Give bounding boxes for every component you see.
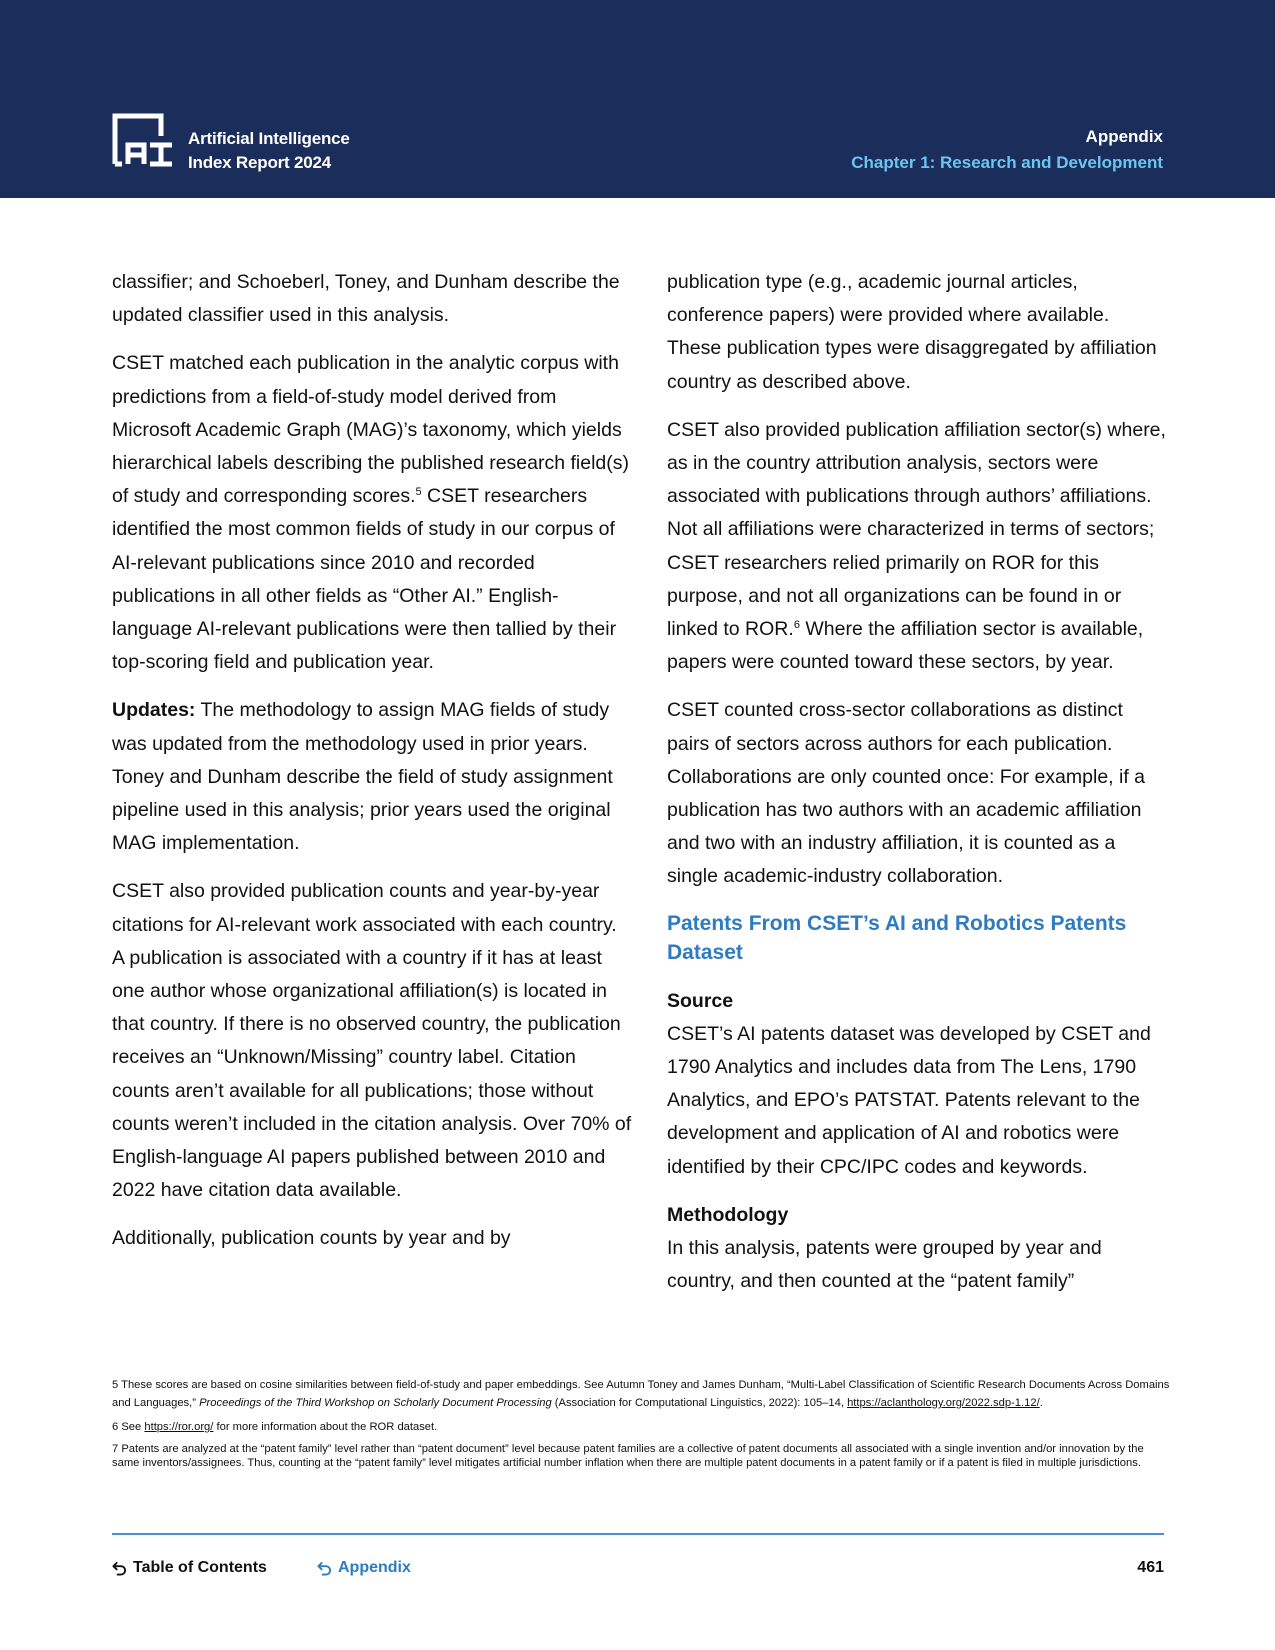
footnote-6 bbox=[112, 1418, 1172, 1436]
section-heading: Patents From CSET’s AI and Robotics Patents Dataset bbox=[667, 911, 1127, 964]
paragraph bbox=[112, 347, 632, 679]
chapter-label: Chapter 1: Research and Development bbox=[851, 153, 1163, 172]
paragraph: Additionally, publication counts by year and by bbox=[112, 1227, 511, 1250]
paragraph: classifier; and Schoeberl, Toney, and Dunham describe the updated classifier used in this analysis. bbox=[112, 271, 620, 327]
footnote-text: . bbox=[1039, 1397, 1043, 1409]
paragraph-text: CSET researchers identified the most common fields of study in our corpus of AI-relevant publications since 2010 and recorded publications in all other fields as “Other AI.” English-language AI-relevant publications were then tallied by their top-scoring field and publication year. bbox=[112, 485, 617, 674]
methodology-heading: Methodology bbox=[667, 1203, 789, 1226]
footnote-ref-6[interactable]: 6 bbox=[793, 619, 800, 632]
source-heading: Source bbox=[667, 989, 734, 1012]
right-column bbox=[667, 266, 1167, 1313]
page-header bbox=[0, 0, 1275, 198]
paragraph-text: CSET matched each publication in the analytic corpus with predictions from a field-of-study model derived from Microsoft Academic Graph (MAG)’s taxonomy, which yields hierarchical labels describing the published research field(s) of study and corresponding scores. bbox=[112, 352, 630, 508]
appendix-link[interactable] bbox=[317, 1556, 411, 1580]
paragraph-updates bbox=[112, 694, 632, 860]
report-title bbox=[188, 127, 350, 175]
paragraph bbox=[667, 414, 1167, 680]
footnote-6-link[interactable]: https://ror.org/ bbox=[144, 1421, 214, 1433]
footnote-text: for more information about the ROR dataset. bbox=[213, 1421, 438, 1433]
footnote-ref-5[interactable]: 5 bbox=[415, 486, 422, 499]
footnote-italic: Proceedings of the Third Workshop on Scholarly Document Processing bbox=[199, 1397, 552, 1409]
footnote-7: 7 Patents are analyzed at the “patent family” level rather than “patent document” level because patent families are a collective of patent documents all associated with a single invention and/or innovation by the same inventors/assignees. Thus, counting at the “patent family” level mitigates artificial number inflation when there are multiple patent documents in a patent family or if a patent is filed in multiple jurisdictions. bbox=[112, 1443, 1144, 1469]
page-number: 461 bbox=[1137, 1559, 1164, 1576]
footnote-5-link[interactable]: https://aclanthology.org/2022.sdp-1.12/ bbox=[847, 1397, 1040, 1409]
left-column bbox=[112, 266, 632, 1271]
brand-line-2: Index Report 2024 bbox=[188, 153, 332, 172]
footnote-text: 5 These scores are based on cosine similarities between field-of-study and paper embeddings. See Autumn Toney and James Dunham, “Multi-Label Classification of Scientific Research Documents Across Domains and Languages,” bbox=[112, 1379, 1170, 1409]
return-arrow-icon bbox=[317, 1561, 332, 1576]
source-paragraph: CSET’s AI patents dataset was developed by CSET and 1790 Analytics and includes data from The Lens, 1790 Analytics, and EPO’s PATSTAT. Patents relevant to the development and application of AI and robotics were identified by their CPC/IPC codes and keywords. bbox=[667, 1022, 1151, 1178]
methodology-paragraph: In this analysis, patents were grouped by year and country, and then counted at the “patent family” bbox=[667, 1237, 1102, 1293]
ai-index-logo-icon bbox=[112, 112, 174, 168]
paragraph-text: Where the affiliation sector is available, papers were counted toward these sectors, by year. bbox=[667, 618, 1144, 674]
chapter-info bbox=[851, 124, 1163, 176]
table-of-contents-link[interactable] bbox=[112, 1556, 267, 1580]
paragraph-text: CSET also provided publication affiliation sector(s) where, as in the country attribution analysis, sectors were associated with publications through authors’ affiliations. Not all affiliations were characterized in terms of sectors; CSET researchers relied primarily on ROR for this purpose, and not all organizations can be found in or linked to ROR. bbox=[667, 418, 1166, 641]
section-label: Appendix bbox=[1085, 127, 1163, 146]
return-arrow-icon bbox=[112, 1561, 127, 1576]
brand-line-1: Artificial Intelligence bbox=[188, 129, 350, 148]
footnote-text: 6 See bbox=[112, 1421, 145, 1433]
appendix-label: Appendix bbox=[338, 1559, 411, 1576]
footnote-5 bbox=[112, 1376, 1172, 1412]
paragraph: CSET counted cross-sector collaborations as distinct pairs of sectors across authors for each publication. Collaborations are only counted once: For example, if a publication has two authors with an academic affiliation and two with an industry affiliation, it is counted as a single academic-industry collaboration. bbox=[667, 699, 1146, 888]
footnote-text: (Association for Computational Linguistics, 2022): 105–14, bbox=[551, 1397, 848, 1409]
toc-label: Table of Contents bbox=[133, 1559, 267, 1576]
paragraph-text: The methodology to assign MAG fields of study was updated from the methodology used in prior years. Toney and Dunham describe the field of study assignment pipeline used in this analysis; prior years used the original MAG implementation. bbox=[112, 699, 613, 855]
paragraph: CSET also provided publication counts and year-by-year citations for AI-relevant work associated with each country. A publication is associated with a country if it has at least one author whose organizational affiliation(s) is located in that country. If there is no observed country, the publication receives an “Unknown/Missing” country label. Citation counts aren’t available for all publications; those without counts weren’t included in the citation analysis. Over 70% of English-language AI papers published between 2010 and 2022 have citation data available. bbox=[112, 880, 632, 1202]
footnotes bbox=[112, 1376, 1172, 1476]
footer-divider bbox=[112, 1533, 1164, 1535]
updates-label: Updates: bbox=[112, 699, 196, 722]
paragraph: publication type (e.g., academic journal articles, conference papers) were provided where available. These publication types were disaggregated by affiliation country as described above. bbox=[667, 271, 1157, 393]
